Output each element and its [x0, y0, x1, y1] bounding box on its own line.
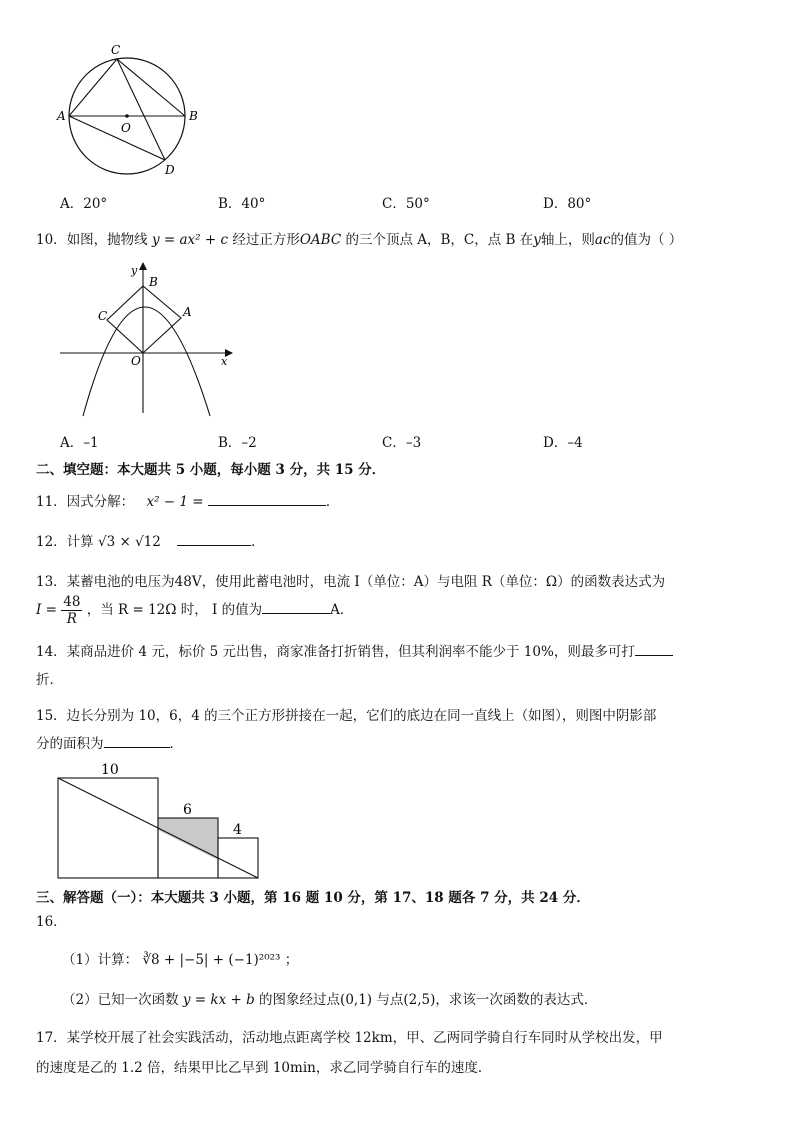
square-10	[58, 778, 158, 878]
square-oabc	[107, 286, 181, 353]
label-d: D	[165, 163, 175, 177]
q17-line1: 17．某学校开展了社会实践活动，活动地点距离学校 12km，甲、乙两同学骑自行车同时从学校出发，甲	[36, 1030, 663, 1046]
q10-t4: 轴上，则	[540, 232, 595, 248]
q14-line1	[36, 640, 673, 660]
q15-line2	[36, 732, 183, 752]
q16-p2b: 的图象经过点	[259, 992, 341, 1008]
parabola-curve	[83, 307, 210, 416]
circle-figure	[55, 40, 205, 180]
q16-part2	[62, 988, 597, 1008]
q10-y: y	[533, 232, 541, 248]
q9-option-b: B．40°	[218, 196, 266, 212]
q10-option-d: D．–4	[543, 435, 583, 451]
q16-pt1: (0,1)	[340, 992, 373, 1008]
label-10: 10	[101, 762, 119, 778]
label-b: B	[149, 275, 158, 289]
label-b: B	[189, 109, 198, 123]
q11-end: ．	[325, 494, 340, 510]
q14-text: 14．某商品进价 4 元，标价 5 元出售，商家准备打折销售，但其利润率不能少于 10%，则最多可打	[36, 644, 635, 660]
q9-option-a: A．20°	[60, 196, 108, 212]
q16-pt2: (2,5)	[403, 992, 436, 1008]
q13-frac-num: 48	[63, 594, 81, 610]
q14-line2: 折．	[36, 672, 63, 688]
q16-p2c: 与点	[376, 992, 404, 1008]
q11-text	[36, 490, 339, 510]
q15-text: 分的面积为	[36, 736, 104, 752]
chord-cd	[117, 59, 165, 160]
q10-t2: 经过正方形	[232, 232, 300, 248]
q10-t1: 如图，抛物线	[66, 232, 148, 248]
label-4: 4	[233, 822, 242, 838]
q11-expr: x² − 1 =	[146, 494, 204, 510]
squares-figure	[55, 758, 265, 882]
q11-answer-blank[interactable]	[208, 491, 326, 506]
label-x: x	[221, 355, 228, 368]
y-axis-arrow	[139, 262, 147, 270]
q10-expr: y = ax² + c	[151, 232, 229, 248]
q10-option-b: B．–2	[218, 435, 257, 451]
q15-line1: 15．边长分别为 10，6，4 的三个正方形拼接在一起，它们的底边在同一直线上（如图），则图中阴影部	[36, 708, 657, 724]
q10-text	[36, 228, 682, 248]
q13-t3: I 的值为	[212, 602, 263, 618]
q13-answer-blank[interactable]	[262, 599, 330, 614]
chord-cb	[117, 59, 185, 116]
q13-t2: ，当 R = 12Ω 时，	[86, 602, 208, 618]
q16-part1	[62, 948, 298, 968]
parabola-figure	[55, 258, 240, 418]
q13-end: A．	[330, 602, 354, 618]
q10-t5: 的值为（ ）	[610, 232, 683, 248]
q13-fraction	[61, 594, 82, 627]
q17-line2: 的速度是乙的 1.2 倍，结果甲比乙早到 10min，求乙同学骑自行车的速度．	[36, 1060, 492, 1076]
q16-expr2: y = kx + b	[182, 992, 255, 1008]
q16-expr1: ∛8 + |−5| + (−1)²⁰²³	[142, 952, 281, 968]
section3-heading: 三、解答题（一）：本大题共 3 小题，第 16 题 10 分，第 17、18 题各 7 分，共 24 分．	[36, 890, 590, 906]
q13-line1: 13．某蓄电池的电压为48V，使用此蓄电池时，电流 I（单位：A）与电阻 R（单位：Ω）的函数表达式为	[36, 574, 666, 590]
label-a: A	[183, 305, 192, 319]
label-c: C	[98, 309, 108, 323]
q9-option-c: C．50°	[382, 196, 430, 212]
section2-heading: 二、填空题：本大题共 5 小题，每小题 3 分，共 15 分．	[36, 462, 386, 478]
q14-answer-blank[interactable]	[635, 641, 673, 656]
q10-option-a: A．–1	[60, 435, 99, 451]
square-4	[218, 838, 258, 878]
q16-p2a: （2）已知一次函数	[62, 992, 179, 1008]
q10-num: 10．	[36, 232, 67, 248]
q15-answer-blank[interactable]	[104, 733, 170, 748]
q13-i: I =	[36, 602, 57, 618]
q12-answer-blank[interactable]	[177, 531, 251, 546]
q10-ac: ac	[594, 232, 611, 248]
q13-line2	[36, 594, 353, 627]
q16-p2d: ，求该一次函数的表达式．	[435, 992, 598, 1008]
q9-option-d: D．80°	[543, 196, 592, 212]
q16-end1: ；	[284, 952, 299, 968]
q12-text	[36, 530, 265, 550]
q12-t1: 12．计算	[36, 534, 94, 550]
label-o: O	[131, 354, 141, 368]
q16-num: 16．	[36, 914, 67, 930]
q15-end: ．	[169, 736, 183, 752]
q11-t1: 11．因式分解：	[36, 494, 135, 510]
label-c: C	[111, 43, 121, 57]
q12-end: ．	[251, 534, 265, 550]
q10-option-c: C．–3	[382, 435, 422, 451]
label-o: O	[121, 121, 131, 135]
q10-t3: 的三个顶点 A，B，C，点 B 在	[345, 232, 534, 248]
q13-frac-den: R	[66, 611, 77, 627]
q16-p1: （1）计算：	[62, 952, 139, 968]
label-y: y	[131, 264, 138, 277]
label-a: A	[57, 109, 66, 123]
center-dot	[125, 114, 129, 118]
q10-oabc: OABC	[299, 232, 342, 248]
q12-expr: √3 × √12	[97, 534, 161, 550]
label-6: 6	[183, 802, 192, 818]
